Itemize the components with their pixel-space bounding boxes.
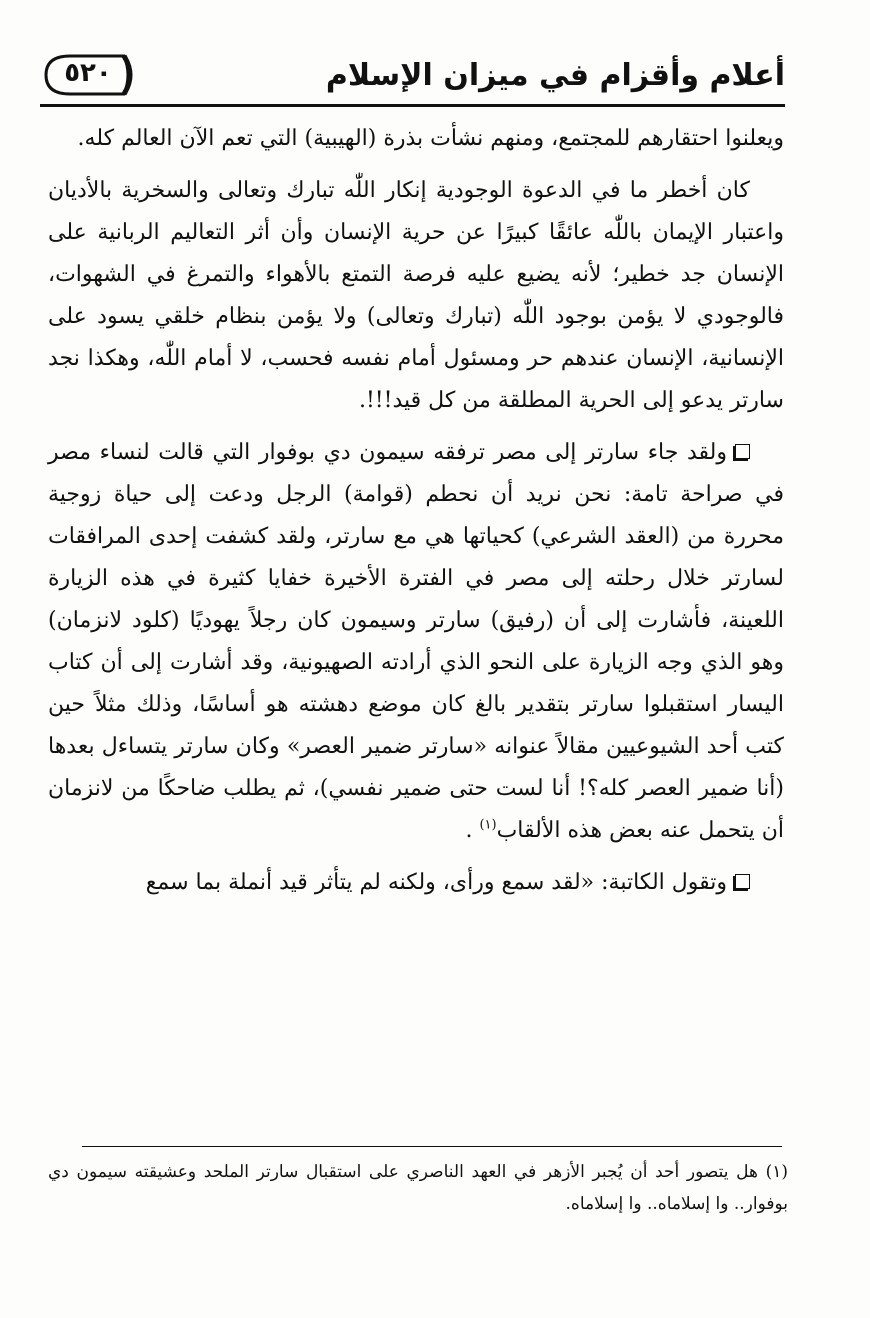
header-rule	[40, 104, 785, 107]
footnote-text: (١) هل يتصور أحد أن يُجبر الأزهر في العهد الناصري على استقبال سارتر الملحد وعشيقته سيمون دي بوفوار.. وا إسلاماه.. وا إسلاماه.	[48, 1162, 788, 1214]
paragraph-2: كان أخطر ما في الدعوة الوجودية إنكار اللّٰه تبارك وتعالى والسخرية بالأديان واعتبار الإيمان باللّٰه عائقًا كبيرًا عن حرية الإنسان وأن أثر التعاليم الربانية على الإنسان جد خطير؛ لأنه يضيع عليه فرصة التمتع بالأهواء والتمرغ في الشهوات، فالوجودي لا يؤمن بوجود اللّٰه (تبارك وتعالى) ولا يؤمن بنظام خلقي يسود على الإنسانية، الإنسان عندهم حر ومسئول أمام نفسه فحسب، لا أمام اللّٰه، وهكذا نجد سارتر يدعو إلى الحرية المطلقة من كل قيد!!!.	[48, 178, 784, 413]
page-number: ٥٢٠	[64, 58, 112, 88]
paragraph-4-text: وتقول الكاتبة: «لقد سمع ورأى، ولكنه لم يتأثر قيد أنملة بما سمع	[145, 870, 727, 895]
box-bullet-icon	[735, 874, 750, 889]
footnote	[48, 1156, 788, 1220]
footnote-separator	[82, 1146, 782, 1147]
page-number-badge	[40, 52, 136, 98]
page-header	[40, 52, 785, 104]
footnote-reference: (١)	[479, 817, 497, 833]
paragraph-3-end: .	[465, 818, 480, 843]
paragraph-3	[48, 432, 784, 852]
paragraph-3-text: ولقد جاء سارتر إلى مصر ترفقه سيمون دي بوفوار التي قالت لنساء مصر في صراحة تامة: نحن نريد أن نحطم (قوامة) الرجل ودعت إلى حياة زوجية محررة من (العقد الشرعي) كحياتها هي مع سارتر، ولقد كشفت إحدى المرافقات لسارتر خلال رحلته إلى مصر في الفترة الأخيرة خفايا كثيرة في هذه الزيارة اللعينة، فأشارت إلى أن (رفيق) سارتر وسيمون كان رجلاً يهوديًا (كلود لانزمان) وهو الذي وجه الزيارة على النحو الذي أرادته الصهيونية، وقد أشارت إلى أن كتاب اليسار استقبلوا سارتر بتقدير بالغ كان موضع دهشته هو أساسًا، وذلك مثلاً حين كتب أحد الشيوعيين مقالاً عنوانه «سارتر ضمير العصر» وكان سارتر يتساءل بعدها (أنا ضمير العصر كله؟! أنا لست حتى ضمير نفسي)، ثم يطلب ضاحكًا من لانزمان أن يتحمل عنه بعض هذه الألقاب	[48, 440, 785, 843]
main-text	[48, 118, 784, 904]
running-title: أعلام وأقزام في ميزان الإسلام	[325, 58, 785, 93]
paragraph-4	[48, 862, 784, 904]
paragraph-1: ويعلنوا احتقارهم للمجتمع، ومنهم نشأت بذرة (الهيبية) التي تعم الآن العالم كله.	[77, 126, 784, 151]
box-bullet-icon	[735, 444, 750, 459]
